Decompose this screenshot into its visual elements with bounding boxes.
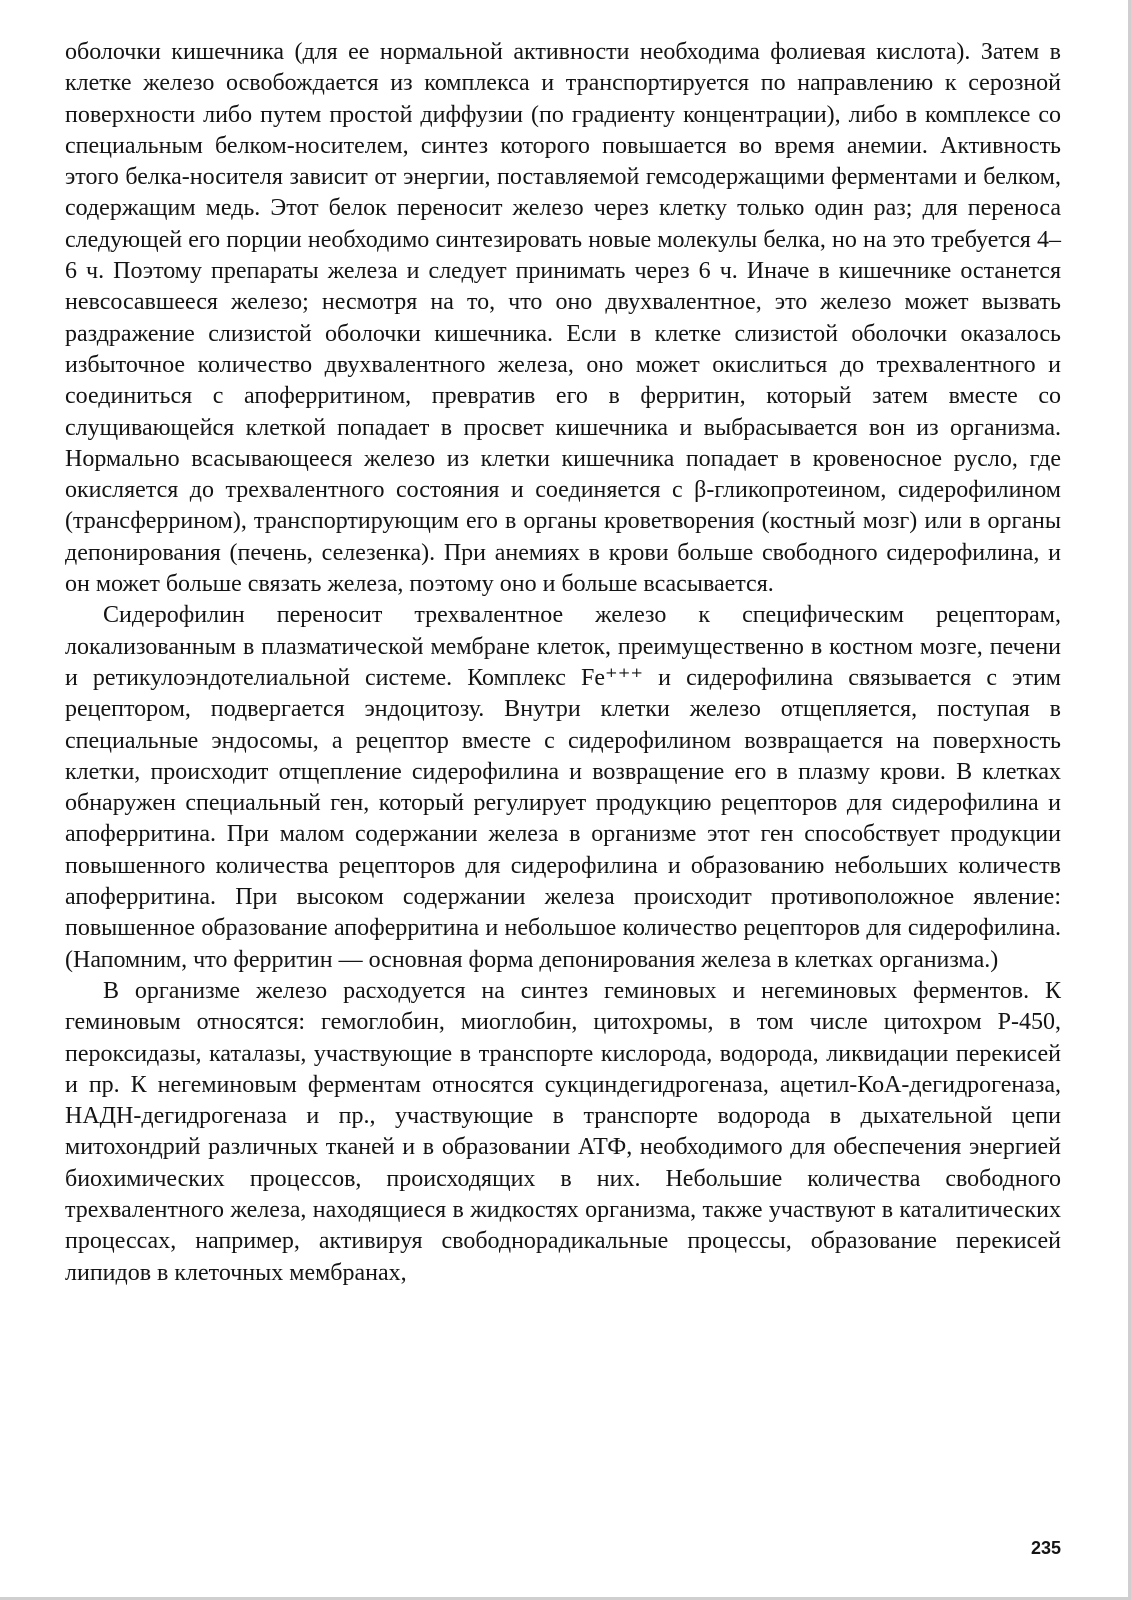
body-text	[65, 37, 1061, 1289]
paragraph-iron-enzymes: В организме железо расходуется на синтез геминовых и негеминовых ферментов. К геминовым относятся: гемоглобин, миоглобин, цитохромы, в том числе цитохром Р-450, пероксидазы, каталазы, участвующие в транспорте кислорода, водорода, ликвидации перекисей и пр. К негеминовым ферментам относятся сукциндегидрогеназа, ацетил-КоА-дегидрогеназа, НАДН-дегидрогеназа и пр., участвующие в транспорте водорода в дыхательной цепи митохондрий различных тканей и в образовании АТФ, необходимого для обеспечения энергией биохимических процессов, происходящих в них. Небольшие количества свободного трехвалентного железа, находящиеся в жидкостях организма, также участвуют в каталитических процессах, например, активируя свободнорадикальные процессы, образование перекисей липидов в клеточных мембранах,	[65, 977, 1061, 1286]
page-number: 235	[1030, 1538, 1061, 1558]
paragraph-continued: оболочки кишечника (для ее нормальной активности необходима фолиевая кислота). Затем в клетке железо освобождается из комплекса и транспортируется по направлению к серозной поверхности либо путем простой диффузии (по градиенту концентрации), либо в комплексе со специальным белком-носителем, синтез которого повышается во время анемии. Активность этого белка-носителя зависит от энергии, поставляемой гемсодержащими ферментами и белком, содержащим медь. Этот белок переносит железо через клетку только один раз; для переноса следующей его порции необходимо синтезировать новые молекулы белка, но на это требуется 4–6 ч. Поэтому препараты железа и следует принимать через 6 ч. Иначе в кишечнике останется невсосавшееся железо; несмотря на то, что оно двухвалентное, это железо может вызвать раздражение слизистой оболочки кишечника. Если в клетке слизистой оболочки оказалось избыточное количество двухвалентного железа, оно может окислиться до трехвалентного и соединиться с апоферритином, превратив его в ферритин, который затем вместе со слущивающейся клеткой попадает в просвет кишечника и выбрасывается вон из организма. Нормально всасывающееся железо из клетки кишечника попадает в кровеносное русло, где окисляется до трехвалентного состояния и соединяется с β-гликопротеином, сидерофилином (трансферрином), транспортирующим его в органы кроветворения (костный мозг) или в органы депонирования (печень, селезенка). При анемиях в крови больше свободного сидерофилина, и он может больше связать железа, поэтому оно и больше всасывается.	[65, 39, 1061, 598]
paragraph-siderophilin: Сидерофилин переносит трехвалентное железо к специфическим рецепторам, локализованным в плазматической мембране клеток, преимущественно в костном мозге, печени и ретикулоэндотелиальной системе. Комплекс Fe⁺⁺⁺ и сидерофилина связывается с этим рецептором, подвергается эндоцитозу. Внутри клетки железо отщепляется, поступая в специальные эндосомы, а рецептор вместе с сидерофилином возвращается на поверхность клетки, происходит отщепление сидерофилина и возвращение его в плазму крови. В клетках обнаружен специальный ген, который регулирует продукцию рецепторов для сидерофилина и апоферритина. При малом содержании железа в организме этот ген способствует продукции повышенного количества рецепторов для сидерофилина и образованию небольших количеств апоферритина. При высоком содержании железа происходит противоположное явление: повышенное образование апоферритина и небольшое количество рецепторов для сидерофилина. (Напомним, что ферритин — основная форма депонирования железа в клетках организма.)	[65, 602, 1061, 973]
